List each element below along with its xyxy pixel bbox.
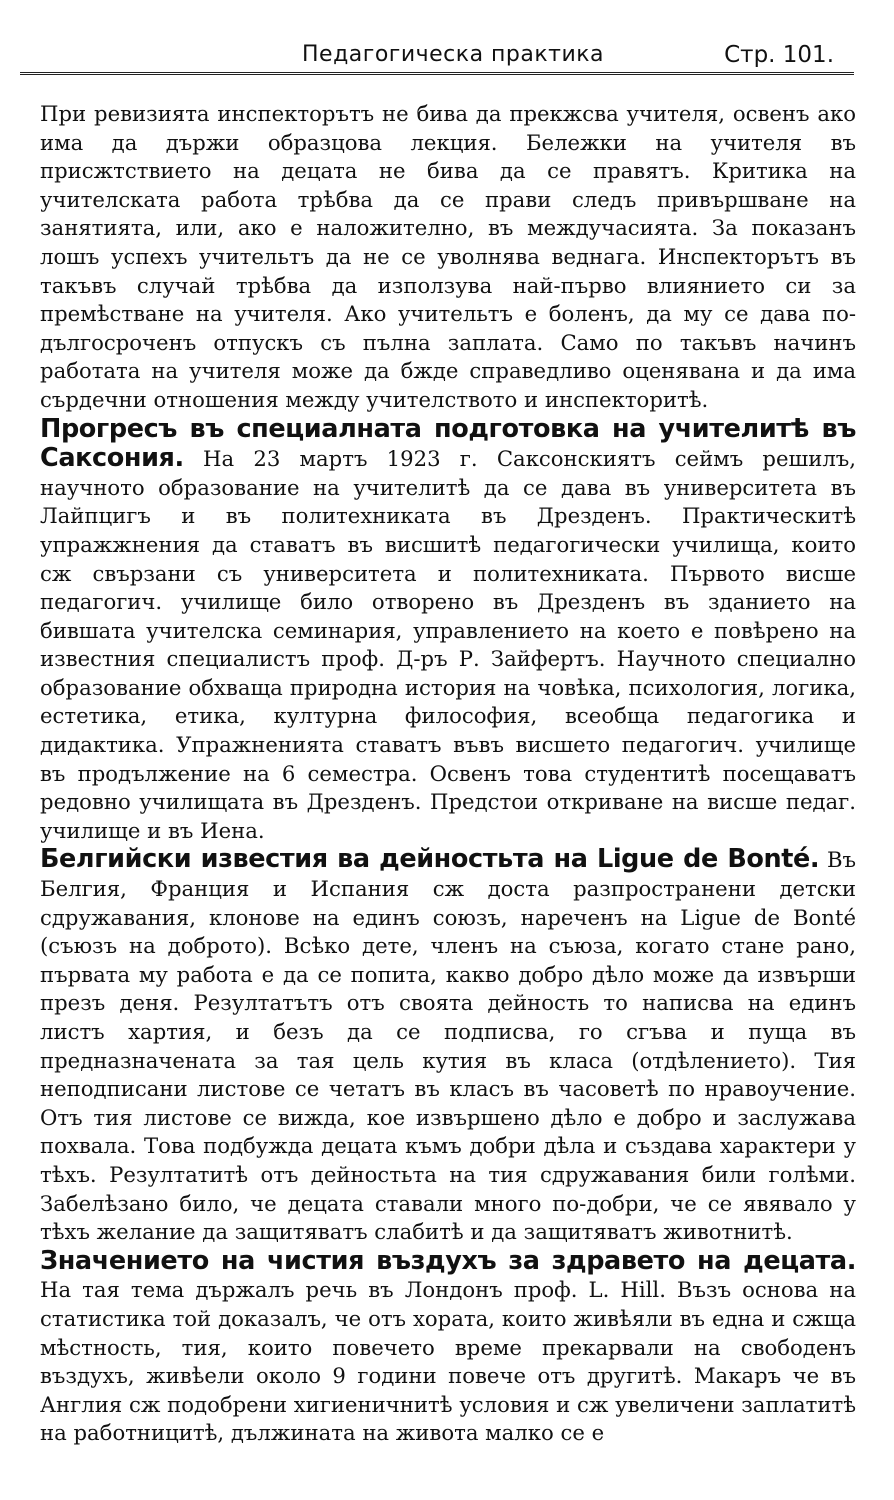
section-fresh-air <box>40 1247 856 1448</box>
section-text: Въ Белгия, Франция и Испания сж доста разпространени детски сдружавания, клонове на единъ союзъ, нареченъ на Ligue de Bonté (съюзъ на доброто). Всѣко дете, членъ на съюза, когато стане рано, първата му работа е да се попита, какво добро дѣло може да извърши презъ деня. Резултатътъ отъ своята дейность то написва на единъ листъ хартия, и безъ да се подписва, го сгъва и пуща въ предназначената за тая цель кутия въ класа (отдѣлението). Тия неподписани листове се четатъ въ класъ въ часоветѣ по нравоучение. Отъ тия листове се вижда, кое извършено дѣло е добро и заслужава похвала. Това подбужда децата къмъ добри дѣла и създава характери у тѣхъ. Резултатитѣ отъ дейностьта на тия сдружавания били голѣми. Забелѣзано било, че децата ставали много по-добри, че се явявало у тѣхъ желание да защитяватъ слабитѣ и да защитяватъ животнитѣ. <box>40 847 856 1245</box>
section-heading: Значението на чистия въздухъ за здравето на децата. <box>40 1245 856 1276</box>
page-number: Стр. 101. <box>724 42 834 68</box>
section-heading: Прогресъ въ специалната подготовка на учителитѣ въ Саксония. <box>40 413 856 474</box>
section-ligue-de-bonte <box>40 845 856 1246</box>
journal-title: Педагогическа практика <box>302 42 605 67</box>
section-text: На 23 мартъ 1923 г. Саксонскиятъ сеймъ решилъ, научното образование на учителитѣ да се дава въ университета въ Лайпцигъ и въ политехниката въ Дрезденъ. Практическитѣ упражжнения да ставатъ въ висшитѣ педагогически училища, които сж свързани съ университета и политехниката. Първото висше педагогич. училище било отворено въ Дрезденъ въ зданието на бившата учителска семинария, управлението на което е повѣрено на известния специалистъ проф. Д-ръ Р. Зайфертъ. Научното специално образование обхваща природна история на човѣка, психология, логика, естетика, етика, културна философия, всеобща педагогика и дидактика. Упражненията ставатъ въвъ висшето педагогич. училище въ продължение на 6 семестра. Освенъ това студентитѣ посещаватъ редовно училищата въ Дрезденъ. Предстои откриване на висше педаг. училище и въ Иена. <box>40 446 856 843</box>
section-heading: Белгийски известия ва дейностьта на Ligue de Bonté. <box>40 844 820 875</box>
section-text: На тая тема държалъ речь въ Лондонъ проф. L. Hill. Възъ основа на статистика той доказалъ, че отъ хората, които живѣяли въ една и сжща мѣстность, тия, които повечето време прекарвали на свободенъ въздухъ, живѣели около 9 години повече отъ другитѣ. Макаръ че въ Англия сж подобрени хигиеничнитѣ условия и сж увеличени заплатитѣ на работницитѣ, дължината на живота малко се е <box>40 1277 856 1446</box>
intro-paragraph: При ревизията инспекторътъ не бива да прекжсва учителя, освенъ ако има да държи образцова лекция. Бележки на учителя въ присжтствието на децата не бива да се правятъ. Критика на учителската работа трѣбва да се прави следъ привършване на занятията, или, ако е наложително, въ междучасията. За показанъ лошъ успехъ учительтъ да не се уволнява веднага. Инспекторътъ въ такъвъ случай трѣбва да използува най-първо влиянието си за премѣстване на учителя. Ако учительтъ е боленъ, да му се дава по-дългосроченъ отпускъ съ пълна заплата. Само по такъвъ начинъ работата на учителя може да бжде справедливо оценявана и да има сърдечни отношения между учителството и инспекторитѣ. <box>40 101 856 412</box>
running-header <box>20 40 854 75</box>
section-saxony <box>40 415 856 846</box>
article-body <box>40 100 856 1448</box>
